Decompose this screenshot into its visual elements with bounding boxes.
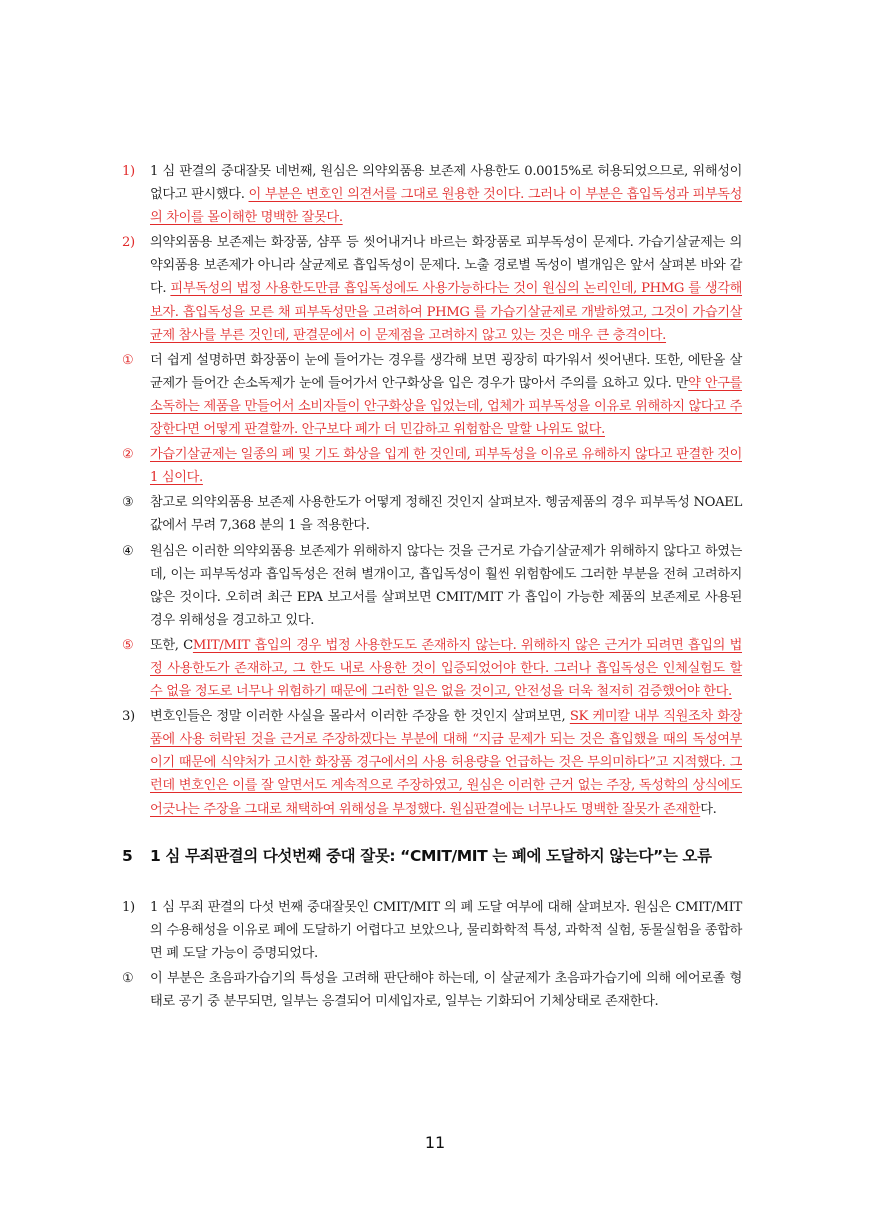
list-marker: 1) <box>122 164 135 179</box>
paragraph <box>150 160 742 229</box>
list-item <box>122 634 742 703</box>
paragraph <box>150 349 742 441</box>
highlighted-text: 약 안구를 소독하는 제품을 만들어서 소비자들이 안구화상을 입었는데, 업체가 피부독성을 이유로 위해하지 않다고 주장한다면 어떻게 판결할까. 안구보다 폐가 더 민감하고 위험함은 말할 나위도 없다. <box>150 375 742 438</box>
text-segment: 다. <box>700 801 717 817</box>
list-item <box>122 160 742 229</box>
list-item <box>122 540 742 632</box>
section-heading <box>122 843 742 870</box>
list-item <box>122 349 742 441</box>
paragraph <box>150 491 742 537</box>
paragraph <box>150 443 742 489</box>
list-marker: 3) <box>122 709 135 725</box>
list-item <box>122 705 742 820</box>
list-item <box>122 967 742 1013</box>
text-segment: 또한, C <box>150 637 193 653</box>
paragraph <box>150 231 742 346</box>
list-item <box>122 491 742 537</box>
list-marker: ② <box>122 447 134 463</box>
paragraph <box>150 634 742 703</box>
text-segment: 더 쉽게 설명하면 화장품이 눈에 들어가는 경우를 생각해 보면 굉장히 따가워서 씻어낸다. 또한, 에탄올 살균제가 들어간 손소독제가 눈에 들어가서 안구화상을 입은 경우가 많아서 주의를 요하고 있다. 만 <box>150 352 742 391</box>
list-item <box>122 896 742 965</box>
list-marker: ① <box>122 970 134 986</box>
text-segment: 변호인들은 정말 이러한 사실을 몰라서 이러한 주장을 한 것인지 살펴보면, <box>150 709 570 725</box>
text-segment: 참고로 의약외품용 보존제 사용한도가 어떻게 정해진 것인지 살펴보자. 헹굼제품의 경우 피부독성 NOAEL 값에서 무려 7,368 분의 1 을 적용한다. <box>150 495 742 534</box>
list-item <box>122 231 742 346</box>
section-number: 5 <box>122 846 133 865</box>
list-marker: ⑤ <box>122 637 134 653</box>
highlighted-text: MIT/MIT 흡입의 경우 법정 사용한도도 존재하지 않는다. 위해하지 않은 근거가 되려면 흡입의 법정 사용한도가 존재하고, 그 한도 내로 사용한 것이 입증되었어야 한다. 그러나 흡입독성은 인체실험도 할 수 없을 정도로 너무나 위험하기 때문에 그러한 일은 없을 것이고, 안전성을 더욱 철저히 검증했어야 한다. <box>150 637 743 700</box>
highlighted-text: 피부독성의 법정 사용한도만큼 흡입독성에도 사용가능하다는 것이 원심의 논리인데, PHMG 를 생각해보자. 흡입독성을 모른 채 피부독성만을 고려하여 PHMG 를 가습기살균제로 개발하였고, 그것이 가습기살균제 참사를 부른 것인데, 판결문에서 이 문제점을 고려하지 않고 있는 것은 매우 큰 충격이다. <box>150 281 742 343</box>
list-item <box>122 443 742 489</box>
list-marker: ① <box>122 352 134 368</box>
text-segment: 1 심 판결의 중대잘못 네번째, 원심은 의약외품용 보존제 사용한도 0.0015%로 허용되었으므로, 위해성이 없다고 판시했다. <box>150 164 742 203</box>
text-segment: 원심은 이러한 의약외품용 보존제가 위해하지 않다는 것을 근거로 가습기살균제가 위해하지 않다고 하였는데, 이는 피부독성과 흡입독성은 전혀 별개이고, 흡입독성이 훨씬 위험함에도 그러한 부분을 전혀 고려하지 않은 것이다. 오히려 최근 EPA 보고서를 살펴보면 CMIT/MIT 가 흡입이 가능한 제품의 보존제로 사용된 경우 위해성을 경고하고 있다. <box>150 543 742 628</box>
page-number: 11 <box>424 1133 446 1152</box>
paragraph <box>150 540 742 632</box>
highlighted-text: 가습기살균제는 일종의 폐 및 기도 화상을 입게 한 것인데, 피부독성을 이유로 유해하지 않다고 판결한 것이 1 심이다. <box>150 447 742 486</box>
document-body <box>122 160 742 1015</box>
paragraph: 1 심 무죄 판결의 다섯 번째 중대잘못인 CMIT/MIT 의 폐 도달 여부에 대해 살펴보자. 원심은 CMIT/MIT 의 수용해성을 이유로 폐에 도달하기 어렵다고 보았으나, 물리화학적 특성, 과학적 실험, 동물실험을 종합하면 폐 도달 가능이 증명되었다. <box>150 899 742 961</box>
paragraph <box>150 705 742 820</box>
list-marker: ③ <box>122 495 134 511</box>
text-segment: 의약외품용 보존제는 화장품, 샴푸 등 씻어내거나 바르는 화장품로 피부독성이 문제다. 가습기살균제는 의약외품용 보존제가 아니라 살균제로 흡입독성이 문제다. 노출 경로별 독성이 별개임은 앞서 살펴본 바와 같다. <box>150 235 742 297</box>
list-marker: 1) <box>122 899 135 915</box>
list-marker: ④ <box>122 543 134 559</box>
highlighted-text: 이 부분은 변호인 의견서를 그대로 원용한 것이다. 그러나 이 부분은 흡입독성과 피부독성의 차이를 몰이해한 명백한 잘못다. <box>150 187 743 226</box>
section-title: 1 심 무죄판결의 다섯번째 중대 잘못: “CMIT/MIT 는 폐에 도달하지 않는다”는 오류 <box>150 846 712 865</box>
highlighted-text: SK 케미칼 내부 직원조차 화장품에 사용 허락된 것을 근거로 주장하겠다는 부분에 대해 “지금 문제가 되는 것은 흡입했을 때의 독성여부이기 때문에 식약처가 고시한 화장품 경구에서의 사용 허용량을 언급하는 것은 무의미하다”고 지적했다. 그런데 변호인은 이를 잘 알면서도 계속적으로 주장하였고, 원심은 이러한 근거 없는 주장, 독성학의 상식에도 어긋나는 주장을 그대로 채택하여 위해성을 부정했다. 원심판결에는 너무나도 명백한 잘못가 존재한 <box>150 709 742 817</box>
paragraph: 이 부분은 초음파가습기의 특성을 고려해 판단해야 하는데, 이 살균제가 초음파가습기에 의해 에어로졸 형태로 공기 중 분무되면, 일부는 응결되어 미세입자로, 일부는 기화되어 기체상태로 존재한다. <box>150 970 742 1009</box>
list-marker: 2) <box>122 235 135 251</box>
